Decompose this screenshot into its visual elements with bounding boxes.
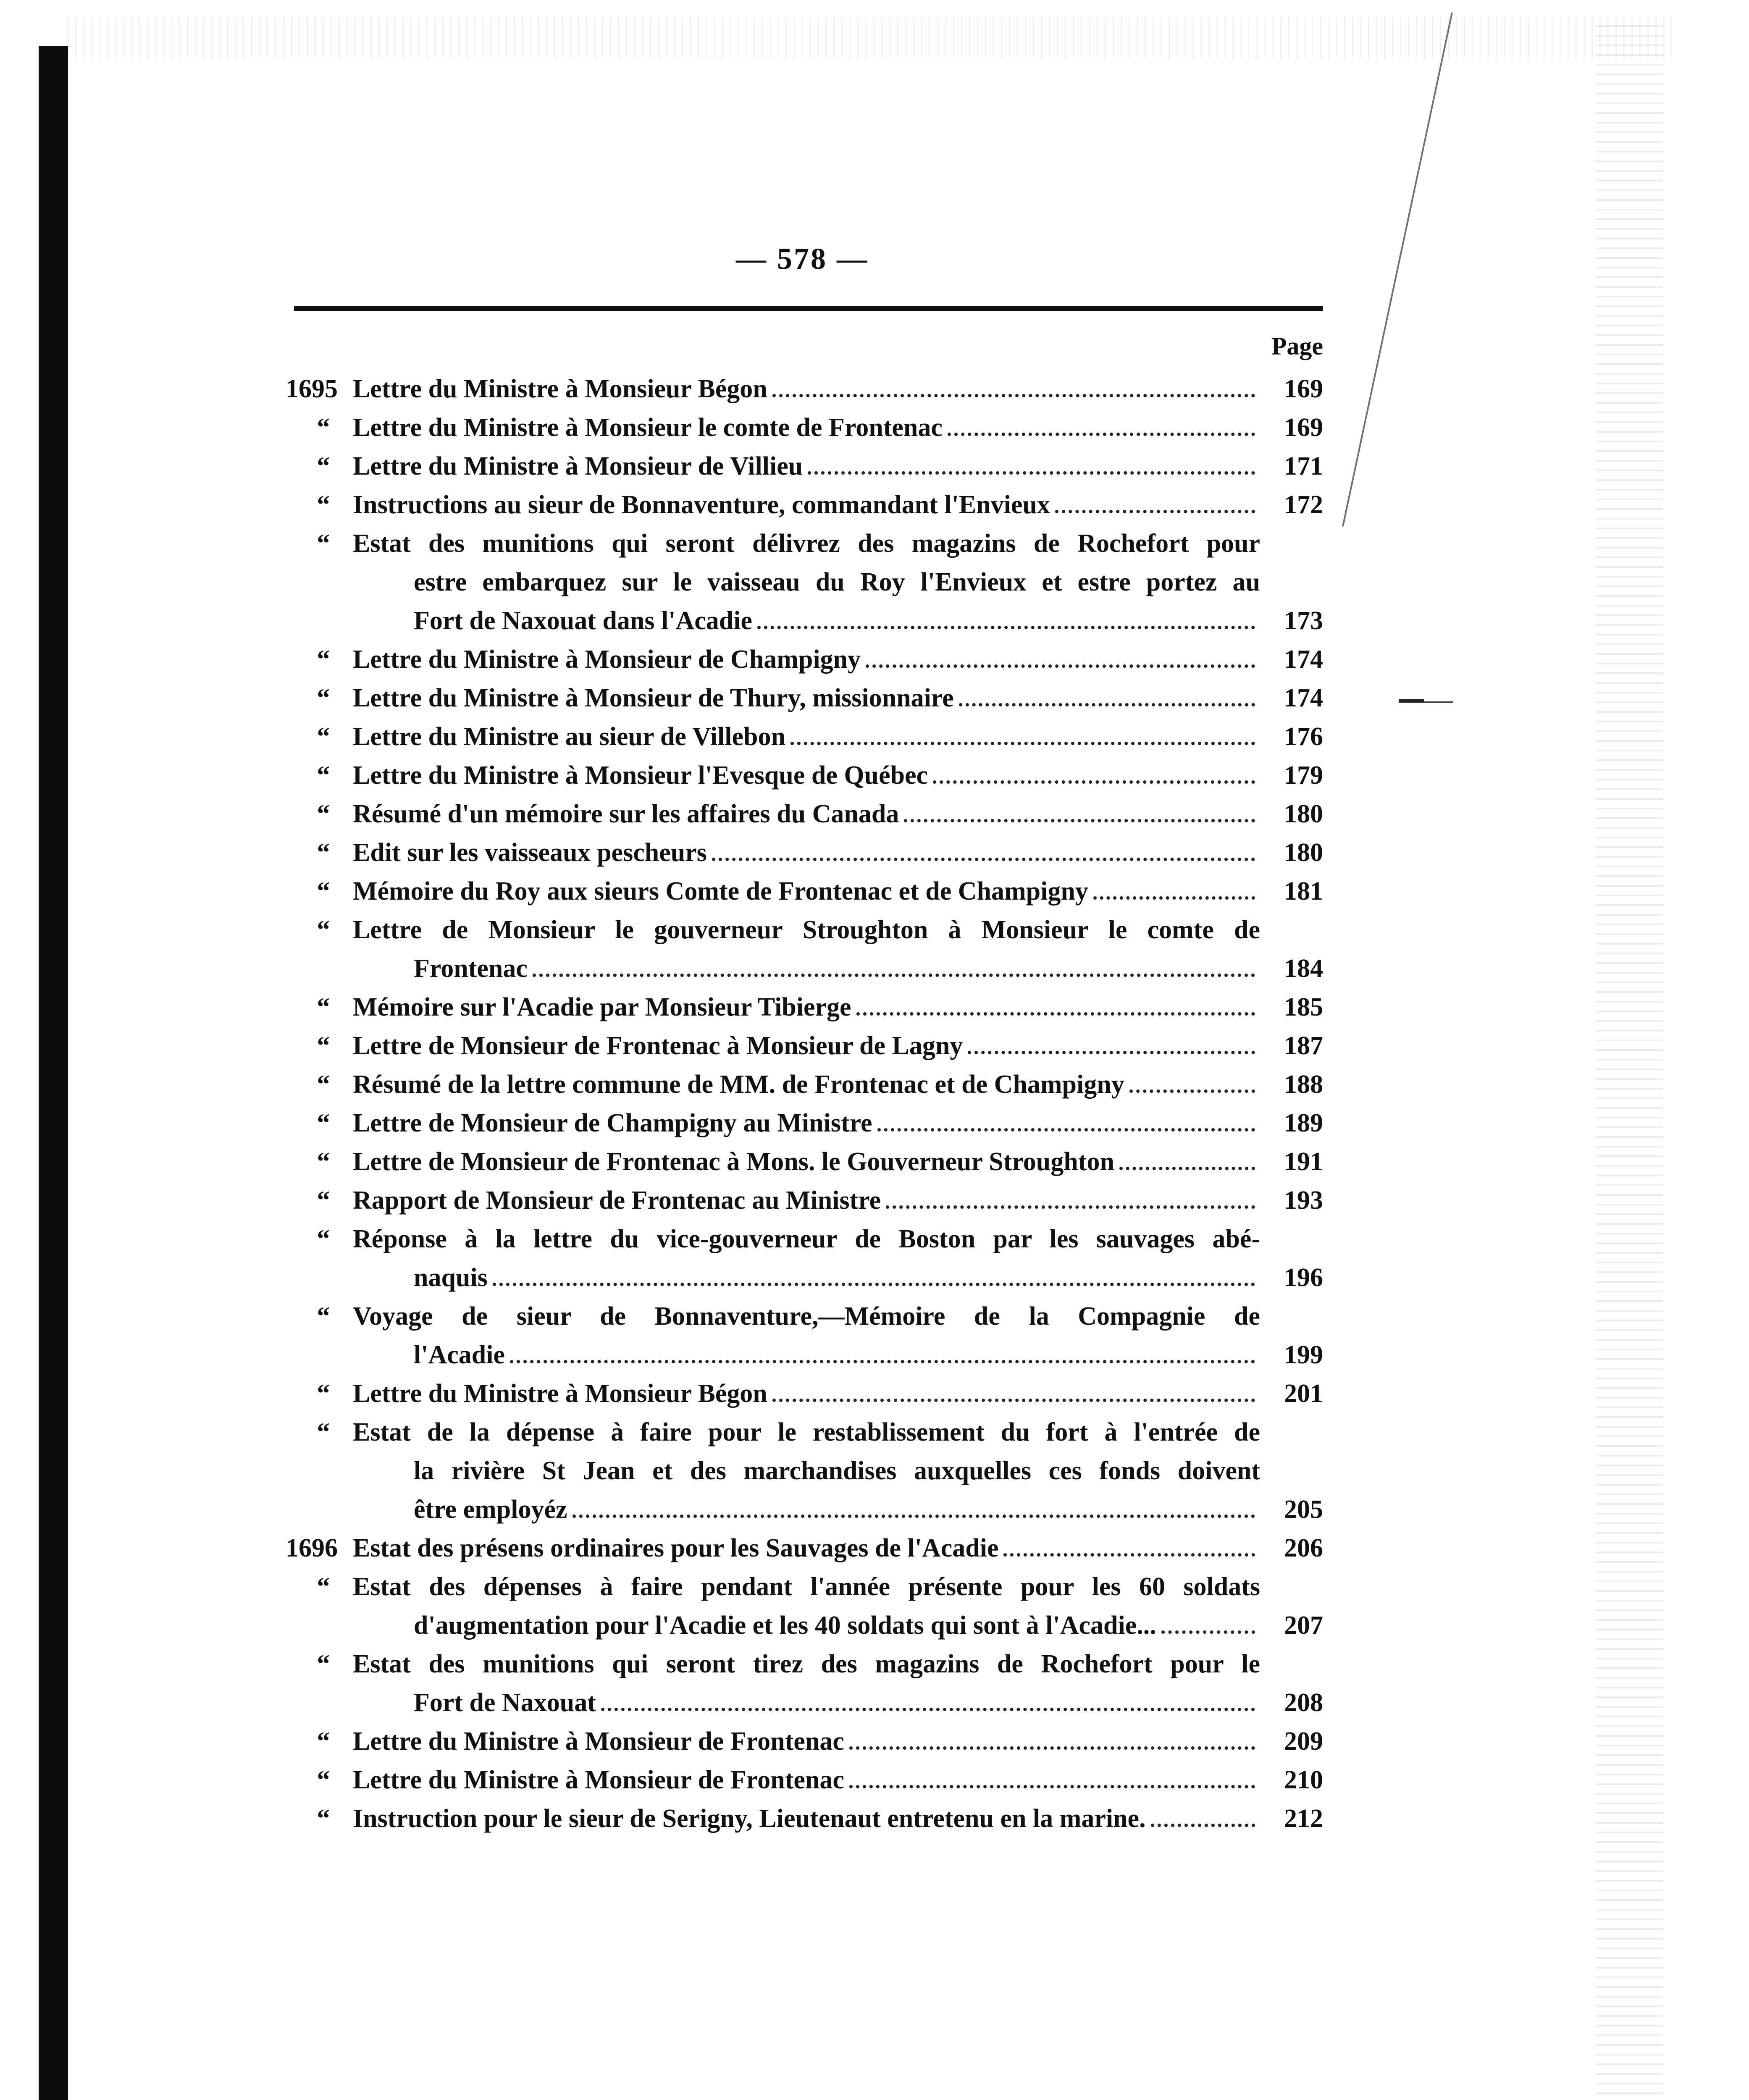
entry-title-text: Lettre du Ministre au sieur de Villebon (353, 722, 785, 751)
ditto-mark: “ (317, 684, 330, 712)
entry-title (353, 679, 1260, 717)
entry-title-text: Estat des dépenses à faire pendant l'année présente pour les 60 soldats (353, 1572, 1260, 1601)
entry-title-text: Lettre de Monsieur de Frontenac à Monsieur de Lagny (353, 1032, 963, 1060)
entry-year: 1696 (286, 1534, 338, 1562)
ditto-mark: “ (317, 1650, 330, 1678)
entry-title-text: Lettre du Ministre à Monsieur de Villieu (353, 452, 803, 480)
toc-entry (0, 1142, 1749, 1181)
dot-leader (790, 742, 1255, 745)
entry-title-line (353, 1683, 1260, 1722)
entry-page-number: 205 (1284, 1495, 1323, 1524)
entry-title (353, 447, 1260, 486)
toc-entry (0, 717, 1749, 756)
dot-leader (1093, 896, 1255, 900)
entry-title-text: Mémoire du Roy aux sieurs Comte de Frontenac et de Champigny (353, 877, 1088, 906)
entry-title (353, 833, 1260, 872)
entry-title-text: Résumé d'un mémoire sur les affaires du Canada (353, 800, 899, 828)
dot-leader (772, 1399, 1255, 1402)
entry-title-text: Estat des munitions qui seront délivrez des magazins de Rochefort pour (353, 529, 1260, 558)
entry-title (353, 1297, 1260, 1374)
toc-entry (0, 447, 1749, 486)
entry-page-number: 208 (1284, 1688, 1323, 1717)
dot-leader (1119, 1167, 1255, 1170)
entry-title (353, 1142, 1260, 1181)
entry-title-text: Fort de Naxouat (414, 1688, 596, 1717)
dot-leader (877, 1128, 1255, 1131)
toc-entry (0, 524, 1749, 640)
entry-title-line (353, 1452, 1260, 1490)
toc-entry (0, 1220, 1749, 1297)
dot-leader (856, 1012, 1255, 1016)
toc-entry (0, 1799, 1749, 1838)
ditto-mark: “ (317, 916, 330, 944)
entry-title-line (353, 1413, 1260, 1452)
entry-page-number: 210 (1284, 1766, 1323, 1794)
entry-title-text: Réponse à la lettre du vice-gouverneur de Boston par les sauvages abé- (353, 1225, 1260, 1253)
dot-leader (601, 1708, 1255, 1711)
entry-title-text: Estat des présens ordinaires pour les Sauvages de l'Acadie (353, 1534, 999, 1562)
dot-leader (904, 819, 1255, 822)
entry-title (353, 1026, 1260, 1065)
entry-title-line (353, 1645, 1260, 1683)
entry-title (353, 640, 1260, 679)
entry-page-number: 189 (1284, 1109, 1323, 1137)
entry-page-number: 187 (1284, 1032, 1323, 1060)
ditto-mark: “ (317, 722, 330, 751)
entry-title-line (353, 1374, 1260, 1413)
entry-title (353, 408, 1260, 447)
entry-title-line (353, 563, 1260, 601)
ditto-mark: “ (317, 1727, 330, 1756)
entry-title-line (353, 1529, 1260, 1567)
toc-entry (0, 1374, 1749, 1413)
ditto-mark: “ (317, 1572, 330, 1601)
ditto-mark: “ (317, 1418, 330, 1446)
entry-title-text: Lettre du Ministre à Monsieur l'Evesque de Québec (353, 761, 928, 790)
entry-title-text: Fort de Naxouat dans l'Acadie (414, 606, 752, 635)
ditto-mark: “ (317, 1147, 330, 1176)
entry-title (353, 872, 1260, 911)
entry-title-line (353, 447, 1260, 486)
entry-title (353, 717, 1260, 756)
toc-entry (0, 911, 1749, 988)
entry-title-text: Lettre du Ministre à Monsieur de Frontenac (353, 1727, 844, 1756)
ditto-mark: “ (317, 761, 330, 790)
entry-title-text: Lettre du Ministre à Monsieur Bégon (353, 1379, 767, 1408)
dot-leader (933, 780, 1255, 784)
entry-title (353, 1374, 1260, 1413)
entry-title-line (353, 1567, 1260, 1606)
entry-title (353, 1181, 1260, 1220)
entry-title (353, 756, 1260, 795)
toc-entry (0, 1645, 1749, 1722)
entry-title-line (353, 1722, 1260, 1761)
entry-title-line (353, 795, 1260, 833)
entry-page-number: 169 (1284, 413, 1323, 442)
toc-entry (0, 1181, 1749, 1220)
entry-title-text: estre embarquez sur le vaisseau du Roy l'Envieux et estre portez au (414, 568, 1260, 596)
ditto-mark: “ (317, 645, 330, 674)
entry-page-number: 180 (1284, 838, 1323, 867)
entry-title-line (353, 679, 1260, 717)
entry-title-text: Lettre du Ministre à Monsieur le comte de Frontenac (353, 413, 943, 442)
dot-leader (572, 1515, 1255, 1518)
ditto-mark: “ (317, 413, 330, 442)
entry-title-text: Lettre de Monsieur de Frontenac à Mons. le Gouverneur Stroughton (353, 1147, 1114, 1176)
dot-leader (968, 1051, 1255, 1054)
entry-title-line (353, 1104, 1260, 1142)
entry-title-text: Mémoire sur l'Acadie par Monsieur Tibierge (353, 993, 851, 1021)
entry-title-text: l'Acadie (414, 1341, 505, 1369)
ditto-mark: “ (317, 1109, 330, 1137)
table-of-contents (0, 370, 1749, 1838)
entry-title-line (353, 872, 1260, 911)
entry-title-text: Lettre du Ministre à Monsieur de Frontenac (353, 1766, 844, 1794)
dot-leader (1003, 1553, 1255, 1557)
entry-page-number: 196 (1284, 1263, 1323, 1292)
dot-leader (1151, 1824, 1255, 1827)
entry-title-line (353, 911, 1260, 949)
entry-page-number: 181 (1284, 877, 1323, 906)
entry-page-number: 171 (1284, 452, 1323, 480)
toc-entry (0, 872, 1749, 911)
entry-title-line (353, 1799, 1260, 1838)
dot-leader (1129, 1089, 1255, 1093)
page-column-header: Page (1271, 332, 1323, 360)
entry-title-text: Rapport de Monsieur de Frontenac au Ministre (353, 1186, 881, 1215)
ditto-mark: “ (317, 452, 330, 480)
entry-title-line (353, 408, 1260, 447)
entry-title (353, 1104, 1260, 1142)
entry-title-text: Edit sur les vaisseaux pescheurs (353, 838, 707, 867)
dot-leader (712, 858, 1255, 861)
entry-title-line (353, 524, 1260, 563)
entry-page-number: 169 (1284, 375, 1323, 403)
toc-entry (0, 1722, 1749, 1761)
entry-title-line (353, 1258, 1260, 1297)
toc-entry (0, 1026, 1749, 1065)
ditto-mark: “ (317, 993, 330, 1021)
dot-leader (493, 1283, 1255, 1286)
toc-entry (0, 679, 1749, 717)
ditto-mark: “ (317, 1032, 330, 1060)
dot-leader (866, 664, 1255, 668)
entry-title-line (353, 1065, 1260, 1104)
ditto-mark: “ (317, 1225, 330, 1253)
toc-entry (0, 408, 1749, 447)
toc-entry (0, 1104, 1749, 1142)
entry-title-line (353, 370, 1260, 408)
toc-entry (0, 795, 1749, 833)
toc-entry (0, 1065, 1749, 1104)
entry-title-line (353, 601, 1260, 640)
entry-title-text: naquis (414, 1263, 488, 1292)
entry-title-text: Frontenac (414, 954, 528, 983)
dot-leader (757, 626, 1255, 629)
entry-title-text: Lettre de Monsieur de Champigny au Ministre (353, 1109, 872, 1137)
entry-title-line (353, 756, 1260, 795)
entry-title-line (353, 1490, 1260, 1529)
entry-title (353, 486, 1260, 524)
toc-entry (0, 1297, 1749, 1374)
header-rule (294, 306, 1323, 311)
entry-title (353, 911, 1260, 988)
entry-title-line (353, 1181, 1260, 1220)
entry-title (353, 1220, 1260, 1297)
entry-page-number: 173 (1284, 606, 1323, 635)
toc-entry (0, 988, 1749, 1026)
entry-title (353, 1065, 1260, 1104)
toc-entry (0, 1567, 1749, 1645)
dot-leader (772, 394, 1255, 397)
entry-title-text: Lettre du Ministre à Monsieur de Champigny (353, 645, 861, 674)
entry-title-text: Lettre du Ministre à Monsieur de Thury, missionnaire (353, 684, 954, 712)
ditto-mark: “ (317, 1379, 330, 1408)
dot-leader (1055, 510, 1255, 513)
entry-page-number: 184 (1284, 954, 1323, 983)
entry-page-number: 191 (1284, 1147, 1323, 1176)
entry-title (353, 1799, 1260, 1838)
entry-page-number: 176 (1284, 722, 1323, 751)
entry-title-line (353, 1761, 1260, 1799)
entry-title-line (353, 717, 1260, 756)
entry-title-text: Estat des munitions qui seront tirez des magazins de Rochefort pour le (353, 1650, 1260, 1678)
toc-entry (0, 486, 1749, 524)
entry-page-number: 188 (1284, 1070, 1323, 1099)
entry-page-number: 201 (1284, 1379, 1323, 1408)
entry-page-number: 207 (1284, 1611, 1323, 1640)
entry-page-number: 172 (1284, 491, 1323, 519)
dot-leader (959, 703, 1255, 706)
entry-title (353, 1761, 1260, 1799)
entry-page-number: 193 (1284, 1186, 1323, 1215)
ditto-mark: “ (317, 1766, 330, 1794)
entry-title (353, 1645, 1260, 1722)
entry-page-number: 199 (1284, 1341, 1323, 1369)
entry-title-line (353, 1026, 1260, 1065)
entry-title-line (353, 1606, 1260, 1645)
entry-title (353, 1413, 1260, 1529)
entry-page-number: 174 (1284, 684, 1323, 712)
entry-title-line (353, 833, 1260, 872)
entry-title-text: d'augmentation pour l'Acadie et les 40 soldats qui sont à l'Acadie... (414, 1611, 1156, 1640)
toc-entry (0, 833, 1749, 872)
ditto-mark: “ (317, 877, 330, 906)
entry-title-line (353, 486, 1260, 524)
entry-page-number: 212 (1284, 1804, 1323, 1833)
entry-title (353, 1722, 1260, 1761)
entry-page-number: 179 (1284, 761, 1323, 790)
entry-title (353, 524, 1260, 640)
ditto-mark: “ (317, 1804, 330, 1833)
entry-title-text: être employéz (414, 1495, 567, 1524)
dot-leader (886, 1205, 1255, 1209)
entry-title-text: Lettre du Ministre à Monsieur Bégon (353, 375, 767, 403)
toc-entry (0, 1529, 1749, 1567)
entry-title (353, 795, 1260, 833)
entry-title-text: Résumé de la lettre commune de MM. de Frontenac et de Champigny (353, 1070, 1124, 1099)
ditto-mark: “ (317, 800, 330, 828)
entry-title-line (353, 640, 1260, 679)
entry-title-line (353, 988, 1260, 1026)
entry-title-line (353, 1336, 1260, 1374)
entry-title-text: Voyage de sieur de Bonnaventure,—Mémoire de la Compagnie de (353, 1302, 1260, 1331)
entry-page-number: 174 (1284, 645, 1323, 674)
ditto-mark: “ (317, 1186, 330, 1215)
ditto-mark: “ (317, 1070, 330, 1099)
ditto-mark: “ (317, 838, 330, 867)
entry-title-text: Lettre de Monsieur le gouverneur Stroughton à Monsieur le comte de (353, 916, 1260, 944)
entry-title-text: Instructions au sieur de Bonnaventure, commandant l'Envieux (353, 491, 1050, 519)
entry-title (353, 988, 1260, 1026)
toc-entry (0, 1413, 1749, 1529)
toc-entry (0, 1761, 1749, 1799)
entry-page-number: 185 (1284, 993, 1323, 1021)
entry-title-line (353, 949, 1260, 988)
dot-leader (533, 974, 1255, 977)
entry-title-line (353, 1297, 1260, 1336)
entry-title-line (353, 1220, 1260, 1258)
entry-page-number: 206 (1284, 1534, 1323, 1562)
ditto-mark: “ (317, 491, 330, 519)
page-number: — 578 — (736, 242, 869, 276)
toc-entry (0, 640, 1749, 679)
dot-leader (1161, 1630, 1255, 1634)
entry-title (353, 1529, 1260, 1567)
dot-leader (849, 1785, 1255, 1788)
ditto-mark: “ (317, 529, 330, 558)
entry-title (353, 1567, 1260, 1645)
dot-leader (808, 471, 1255, 475)
entry-page-number: 180 (1284, 800, 1323, 828)
dot-leader (948, 433, 1255, 436)
entry-year: 1695 (286, 375, 338, 403)
entry-title-text: Estat de la dépense à faire pour le restablissement du fort à l'entrée de (353, 1418, 1260, 1446)
entry-title-line (353, 1142, 1260, 1181)
ditto-mark: “ (317, 1302, 330, 1331)
scan-noise-top (67, 17, 1672, 59)
entry-title (353, 370, 1260, 408)
dot-leader (510, 1360, 1255, 1363)
toc-entry (0, 370, 1749, 408)
dot-leader (849, 1746, 1255, 1750)
entry-page-number: 209 (1284, 1727, 1323, 1756)
entry-title-text: Instruction pour le sieur de Serigny, Lieutenaut entretenu en la marine. (353, 1804, 1146, 1833)
toc-entry (0, 756, 1749, 795)
entry-title-text: la rivière St Jean et des marchandises auxquelles ces fonds doivent (414, 1457, 1260, 1485)
